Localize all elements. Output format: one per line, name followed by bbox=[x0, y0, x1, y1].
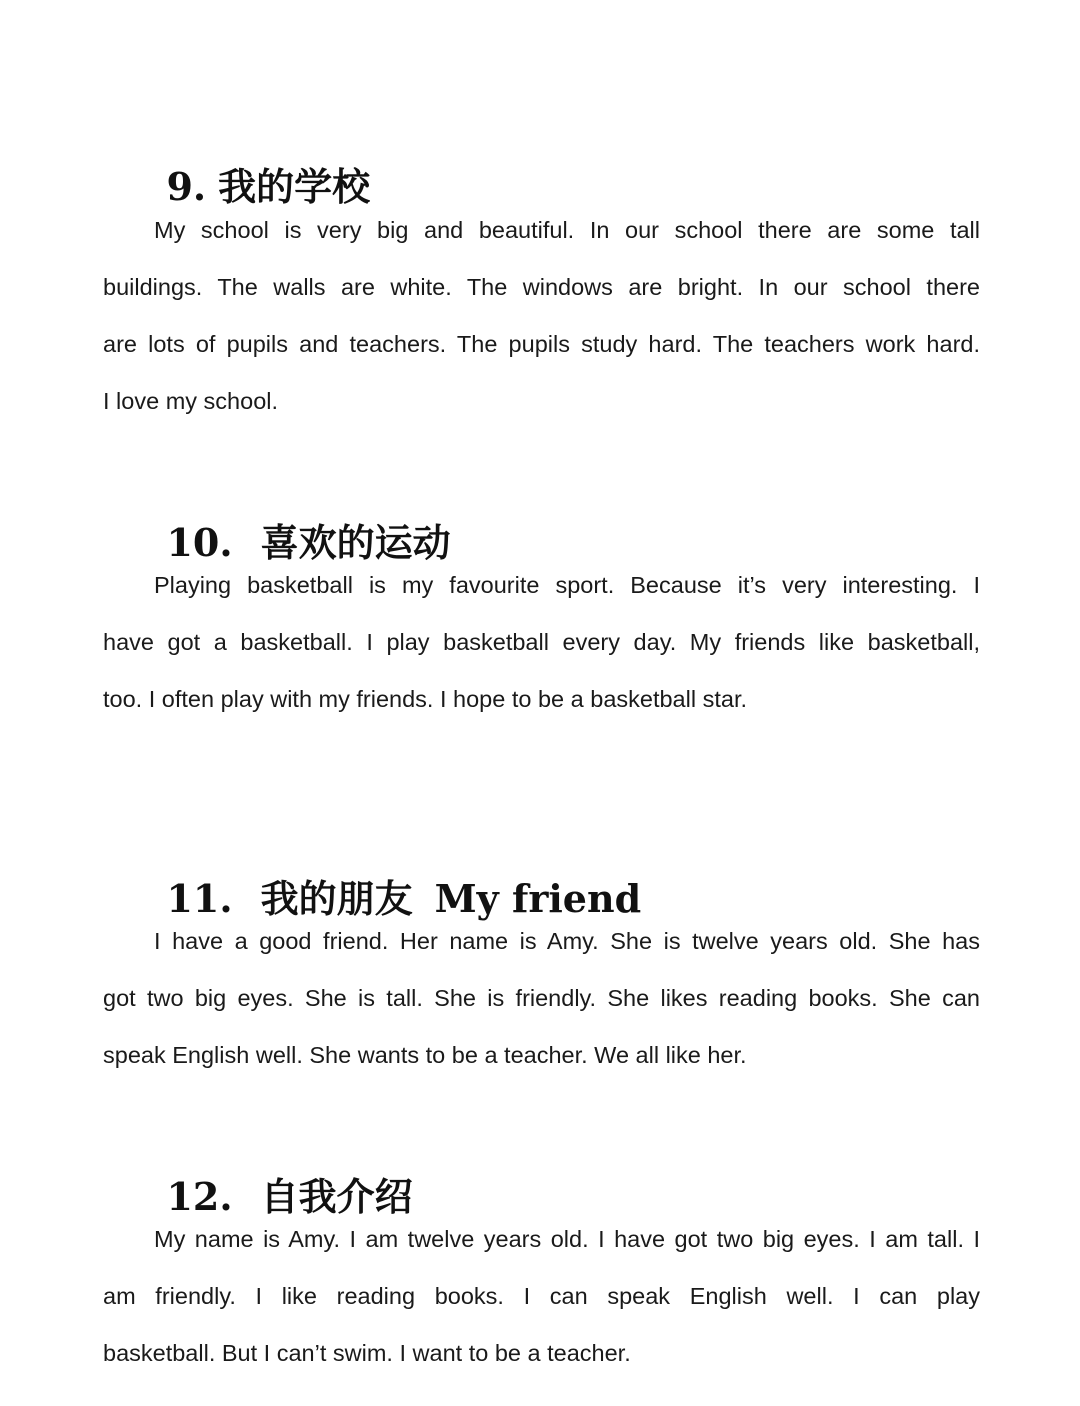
paragraph-line: too. I often play with my friends. I hope to be a basketball star. bbox=[103, 686, 748, 712]
paragraph-line: basketball. But I can’t swim. I want to be a teacher. bbox=[103, 1340, 631, 1366]
section-title-10 bbox=[140, 468, 451, 568]
paragraph-line: have got a basketball. I play basketball every day. My friends like basketball, bbox=[103, 629, 980, 655]
paragraph-my-friend bbox=[103, 913, 980, 1084]
section-heading: 我的学校 bbox=[218, 164, 371, 209]
section-number: 11. bbox=[166, 876, 233, 921]
paragraph-self-introduction bbox=[103, 1211, 980, 1382]
section-heading-english: My friend bbox=[434, 876, 642, 921]
paragraph-line: are lots of pupils and teachers. The pupils study hard. The teachers work hard. bbox=[103, 331, 980, 357]
paragraph-line: My name is Amy. I am twelve years old. I have got two big eyes. I am tall. I bbox=[154, 1226, 980, 1252]
paragraph-line: got two big eyes. She is tall. She is friendly. She likes reading books. She can bbox=[103, 985, 980, 1011]
section-number: 10. bbox=[166, 520, 233, 565]
section-number: 9. bbox=[166, 164, 207, 209]
paragraph-line: I love my school. bbox=[103, 388, 279, 414]
section-number: 12. bbox=[166, 1174, 233, 1219]
paragraph-favourite-sport bbox=[103, 557, 980, 728]
section-title-9 bbox=[140, 112, 370, 212]
section-heading: 喜欢的运动 bbox=[260, 520, 451, 565]
paragraph-line: buildings. The walls are white. The windows are bright. In our school there bbox=[103, 274, 980, 300]
section-heading: 我的朋友 bbox=[260, 876, 413, 921]
paragraph-my-school bbox=[103, 202, 980, 430]
paragraph-line: My school is very big and beautiful. In our school there are some tall bbox=[154, 217, 980, 243]
paragraph-line: Playing basketball is my favourite sport. Because it’s very interesting. I bbox=[154, 572, 980, 598]
section-heading: 自我介绍 bbox=[260, 1174, 413, 1219]
paragraph-line: I have a good friend. Her name is Amy. She is twelve years old. She has bbox=[154, 928, 980, 954]
paragraph-line: speak English well. She wants to be a teacher. We all like her. bbox=[103, 1042, 747, 1068]
paragraph-line: am friendly. I like reading books. I can speak English well. I can play bbox=[103, 1283, 980, 1309]
section-title-11 bbox=[140, 824, 641, 924]
section-title-12 bbox=[140, 1122, 413, 1222]
